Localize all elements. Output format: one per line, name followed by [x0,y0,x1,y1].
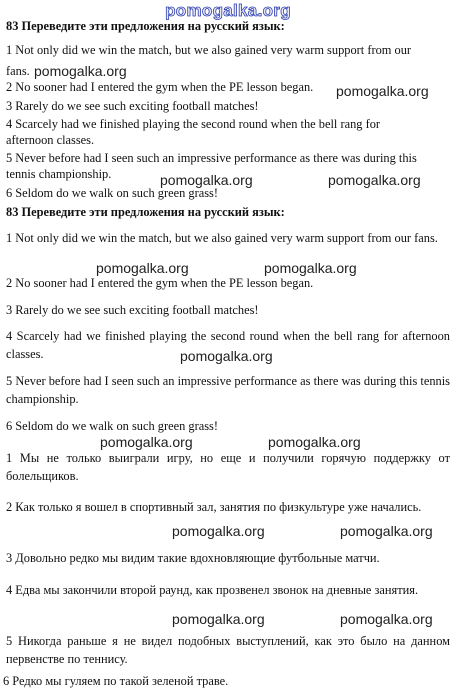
translation-3: 3 Довольно редко мы видим такие вдохновляющие футбольные матчи. [6,551,380,565]
watermark-text: pomogalka.org [96,260,189,276]
watermark-text: pomogalka.org [160,172,253,188]
watermark-text: pomogalka.org [180,348,273,364]
sentence-1-line-1: 1 Not only did we win the match, but we also gained very warm support from our [6,43,412,57]
watermark-text: pomogalka.org [340,611,433,627]
watermark-text: pomogalka.org [100,434,193,450]
english-sentence-4: 4 Scarcely had we finished playing the second round when the bell rang for afternoon classes. [6,329,450,361]
translation-1: 1 Мы не только выиграли игру, но еще и получили горячую поддержку от болельщиков. [6,451,450,483]
sentence-2: 2 No sooner had I entered the gym when the PE lesson began. [6,80,314,94]
translation-2: 2 Как только я вошел в спортивный зал, занятия по физкультуре уже начались. [6,500,422,514]
translation-4: 4 Едва мы закончили второй раунд, как прозвенел звонок на дневные занятия. [6,583,419,597]
sentence-5-line-2: tennis championship. [6,167,112,181]
watermark-text: pomogalka.org [34,63,127,79]
sentence-5-line-1: 5 Never before had I seen such an impressive performance as there was during this [6,151,417,165]
watermark-text: pomogalka.org [336,83,429,99]
sentence-4-line-1: 4 Scarcely had we finished playing the second round when the bell rang for [6,117,381,131]
sentence-6: 6 Seldom do we walk on such green grass! [6,186,218,200]
english-sentence-2: 2 No sooner had I entered the gym when the PE lesson began. [6,276,314,290]
exercise-heading-repeat: 83 Переведите эти предложения на русский язык: [6,205,285,219]
english-sentence-3: 3 Rarely do we see such exciting football matches! [6,303,259,317]
english-sentence-5: 5 Never before had I seen such an impressive performance as there was during this tennis championship. [6,374,450,406]
watermark-text: pomogalka.org [340,523,433,539]
watermark-text: pomogalka.org [264,260,357,276]
exercise-heading: 83 Переведите эти предложения на русский язык: [6,19,285,33]
sentence-3: 3 Rarely do we see such exciting football matches! [6,99,259,113]
watermark-text: pomogalka.org [172,523,265,539]
english-sentence-6: 6 Seldom do we walk on such green grass! [6,419,218,433]
sentence-1-line-2: fans. [6,64,30,78]
site-watermark-logo: pomogalka.org [165,1,291,20]
english-sentence-1: 1 Not only did we win the match, but we also gained very warm support from our fans. [6,231,438,245]
watermark-text: pomogalka.org [268,434,361,450]
watermark-text: pomogalka.org [328,172,421,188]
translation-6: 6 Редко мы гуляем по такой зеленой траве. [3,674,229,688]
watermark-text: pomogalka.org [172,611,265,627]
translation-5: 5 Никогда раньше я не видел подобных выступлений, как это было на данном первенстве по теннису. [6,634,450,666]
sentence-4-line-2: afternoon classes. [6,133,95,147]
